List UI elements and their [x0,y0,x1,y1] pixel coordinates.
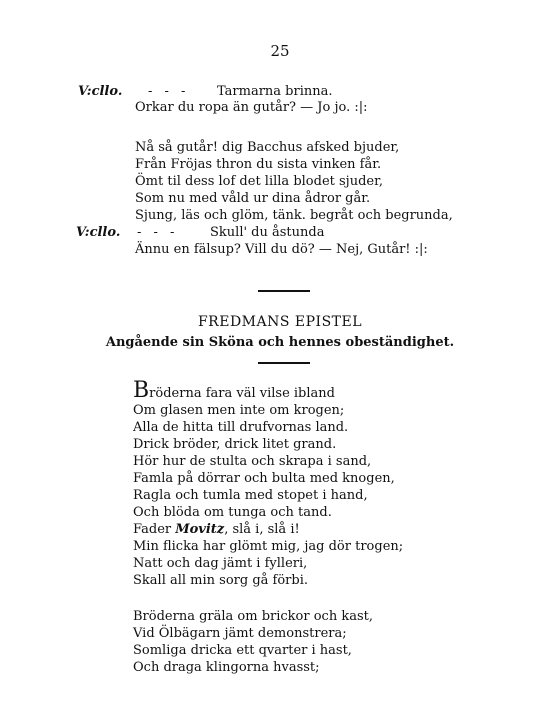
poem-line: Vid Ölbägarn jämt demonstrera; [133,626,347,641]
poem-line: Och draga klingorna hvasst; [133,660,320,675]
poem-line: Bröderna gräla om brickor och kast, [133,609,373,624]
poem-line: Ömt til dess lof det lilla blodet sjuder, [135,174,384,189]
poem-line: Sjung, läs och glöm, tänk. begråt och begrunda, [135,208,453,223]
poem-line: Orkar du ropa än gutår? — Jo jo. :|: [135,100,368,115]
poem-line-text: röderna fara väl vilse ibland [149,386,335,401]
dashes: - - - [137,225,179,240]
poem-line: Ännu en fälsup? Vill du dö? — Nej, Gutår! :|: [135,242,428,257]
poem-line: Somliga dricka ett qvarter i hast, [133,643,352,658]
drop-cap: B [133,378,150,403]
poem-line: Från Fröjas thron du sista vinken får. [135,157,382,172]
poem-line: Tarmarna brinna. [217,84,333,99]
poem-line: Nå så gutår! dig Bacchus afsked bjuder, [135,140,400,155]
poem-line: Famla på dörrar och bulta med knogen, [133,471,395,486]
poem-line-text: , slå i, slå i! [224,522,300,537]
poem-line: Natt och dag jämt i fylleri, [133,556,308,571]
poem-line: Min flicka har glömt mig, jag dör trogen; [133,539,404,554]
poem-line: Om glasen men inte om krogen; [133,403,345,418]
poem-line [133,522,300,538]
poem-line: Skall all min sorg gå förbi. [133,573,309,588]
poem-line: Skull' du åstunda [210,225,325,240]
page-number: 25 [270,42,290,60]
person-name: Movitz [175,522,225,537]
poem-line: Alla de hitta till drufvornas land. [133,420,349,435]
poem-line: Drick bröder, drick litet grand. [133,437,337,452]
epistle-subtitle: Angående sin Sköna och hennes obeständighet. [105,335,455,350]
poem-line: Ragla och tumla med stopet i hand, [133,488,368,503]
speaker-label: V:cllo. [78,84,123,99]
speaker-label: V:cllo. [76,225,121,240]
section-rule [258,290,310,292]
dashes: - - - [148,84,190,99]
poem-line [133,378,335,403]
poem-line: Och blöda om tunga och tand. [133,505,332,520]
poem-line: Som nu med våld ur dina ådror går. [135,191,371,206]
poem-line: Hör hur de stulta och skrapa i sand, [133,454,372,469]
poem-line-text: Fader [133,522,176,537]
section-rule [258,362,310,364]
epistle-title: FREDMANS EPISTEL [197,314,363,330]
